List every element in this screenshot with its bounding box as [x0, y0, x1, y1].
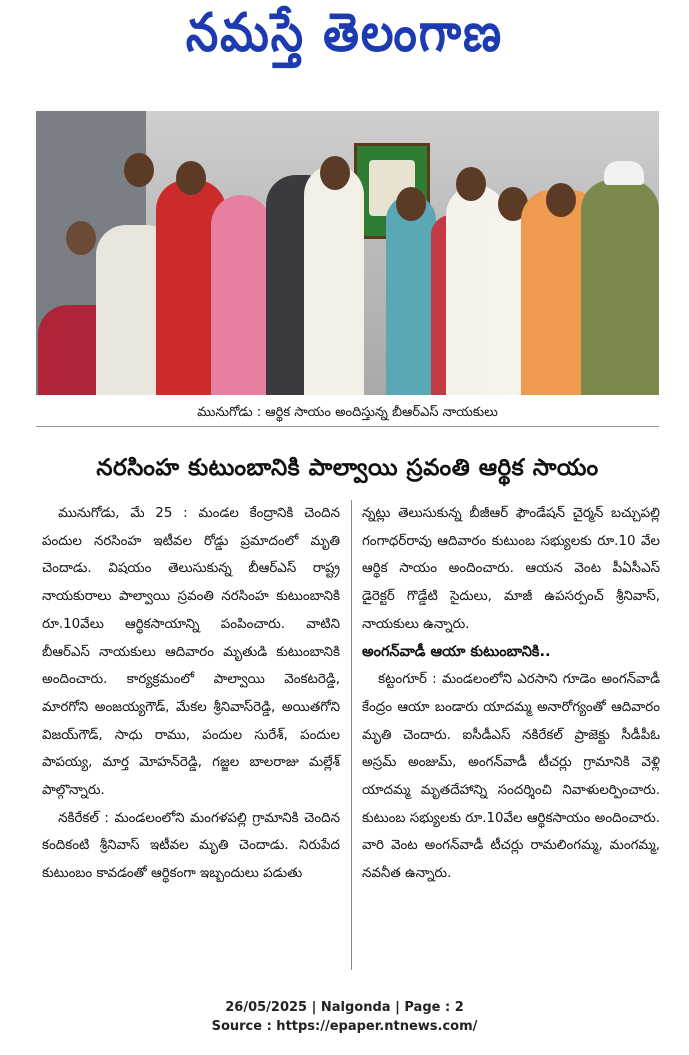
footer-date-edition: 26/05/2025 | Nalgonda | Page : 2	[225, 1000, 464, 1015]
article-headline: నరసింహ కుటుంబానికి పాల్వాయి స్రవంతి ఆర్థిక సాయం	[96, 455, 599, 481]
article-subhead: అంగన్‌వాడీ ఆయా కుటుంబానికి..	[362, 643, 551, 660]
column-divider	[351, 500, 352, 970]
photo-person	[386, 195, 436, 395]
photo-caption: మునుగోడు : ఆర్థిక సాయం అందిస్తున్న బీఆర్ఎస్ నాయకులు	[36, 400, 659, 427]
photo-person	[581, 180, 659, 395]
article-paragraph: మునుగోడు, మే 25 : మండల కేంద్రానికి చెందిన పందుల నరసింహ ఇటీవల రోడ్డు ప్రమాదంలో మృతి చెందాడు. విషయం తెలుసుకున్న బీఆర్ఎస్ రాష్ట్ర నాయకురాలు పాల్వాయి స్రవంతి నరసింహ కుటుంబానికి రూ.10వేలు ఆర్థికసాయాన్ని పంపించారు. వాటిని బీఆర్ఎస్ నాయకులు ఆదివారం మృతుడి కుటుంబానికి అందించారు. కార్యక్రమంలో పాల్వాయి వెంకటరెడ్డి, మారగోని అంజయ్యగౌడ్, మేకల శ్రీనివాస్‌రెడ్డి, అయితగోని విజయ్‌గౌడ్, సాధు రాము, పందుల సురేశ్, పందుల పాపయ్య, మార్త మోహన్‌రెడ్డి, గజ్జల బాలరాజు మల్లేశ్ పాల్గొన్నారు.	[42, 506, 340, 799]
photo-person	[304, 165, 364, 395]
masthead	[0, 0, 689, 80]
article-column-left	[42, 500, 340, 888]
newspaper-logo: నమస్తే తెలంగాణ	[185, 1, 504, 64]
article-paragraph: న్నట్లు తెలుసుకున్న బీజీఆర్ ఫౌండేషన్ చైర్మన్ బచ్చుపల్లి గంగాధర్‌రావు ఆదివారం కుటుంబ సభ్యులకు రూ.10 వేల ఆర్థిక సాయం అందించారు. ఆయన వెంట పీఏసీఎస్ డైరెక్టర్ గొడ్డేటి సైదులు, మాజీ ఉపసర్పంచ్ శ్రీనివాస్, నాయకులు ఉన్నారు.	[362, 506, 660, 632]
article-paragraph: నకిరేకల్ : మండలంలోని మంగళపల్లి గ్రామానికి చెందిన కందికంటి శ్రీనివాస్ ఇటీవల మృతి చెందాడు. నిరుపేద కుటుంబం కావడంతో ఆర్థికంగా ఇబ్బందులు పడుతు	[42, 810, 340, 882]
article-column-right	[362, 500, 660, 888]
news-photo	[36, 111, 659, 395]
article-paragraph: కట్టంగూర్ : మండలంలోని ఎరసాని గూడెం అంగన్‌వాడీ కేంద్రం ఆయా బండారు యాదమ్మ అనారోగ్యంతో ఆదివారం మృతి చెందారు. ఐసీడీఎస్ నకిరేకల్ ప్రాజెక్టు సీడీపీఓ అస్రమ్ అంజుమ్, అంగన్‌వాడీ టీచర్లు గ్రామానికి వెళ్లి యాదమ్మ మృతదేహాన్ని సందర్శించి నివాళులర్పించారు. కుటుంబ సభ్యులకు రూ.10వేల ఆర్థికసాయం అందించారు. వారి వెంట అంగన్‌వాడీ టీచర్లు రామలింగమ్మ, మంగమ్మ, నవనీత ఉన్నారు.	[362, 672, 660, 882]
footer-source: Source : https://epaper.ntnews.com/	[211, 1019, 478, 1034]
photo-person	[211, 195, 271, 395]
